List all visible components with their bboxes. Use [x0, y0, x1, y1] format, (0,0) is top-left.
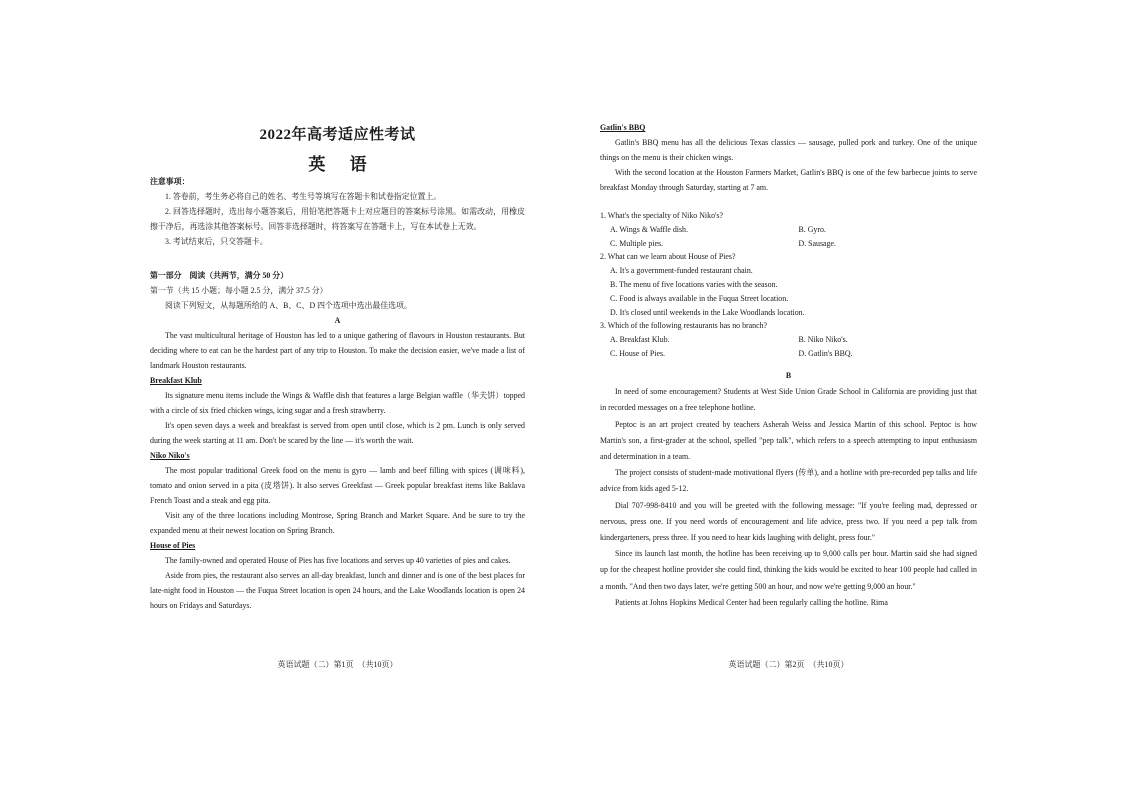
- paragraph: Visit any of the three locations including Montrose, Spring Branch and Market Square. And be sure to try the expanded menu at their newest location on Spring Branch.: [150, 511, 525, 535]
- paragraph: Aside from pies, the restaurant also serves an all-day breakfast, lunch and dinner and is one of the best places for late-night food in Houston — the Fuqua Street location is open 24 hours, and the Lake Woodlands location is open 24 hours on Fridays and Saturdays.: [150, 571, 525, 610]
- paragraph: The family-owned and operated House of Pies has five locations and serves up 40 varieties of pies and cakes.: [165, 556, 511, 565]
- notice-item: 2. 回答选择题时，选出每小题答案后，用铅笔把答题卡上对应题目的答案标号涂黑。如需改动，用橡皮擦干净后，再选涂其他答案标号。回答非选择题时，将答案写在答题卡上，写在本试卷上无效。: [150, 207, 525, 231]
- paragraph: Gatlin's BBQ menu has all the delicious Texas classics — sausage, pulled pork and turkey. One of the unique things on the menu is their chicken wings.: [600, 138, 977, 162]
- page-footer: 英语试题（二）第1页 （共10页）: [277, 660, 398, 669]
- option-b: B. Niko Niko's.: [798, 335, 848, 345]
- notice-item: 1. 答卷前，考生务必将自己的姓名、考生号等填写在答题卡和试卷指定位置上。: [165, 192, 442, 201]
- paragraph: Dial 707-998-8410 and you will be greeted with the following message: "If you're feeling mad, depressed or nervous, press one. If you need words of encouragement and life advice, press two. If you need a pep talk from kindergarteners, press three. If you need to hear kids laughing with delight, press four.": [600, 500, 977, 543]
- gatlin-section: [600, 120, 977, 195]
- reading-section: [150, 268, 525, 613]
- option-a: A. It's a government-funded restaurant chain.: [610, 266, 753, 276]
- intro-paragraph: The vast multicultural heritage of Houston has led to a unique gathering of flavours in Houston restaurants. But deciding where to eat can be the hardest part of any trip to Houston. To make the decision easier, we've made a list of landmark Houston restaurants.: [150, 331, 525, 370]
- paragraph: Patients at Johns Hopkins Medical Center had been regularly calling the hotline. Rima: [615, 597, 888, 607]
- option-c: C. House of Pies.: [610, 348, 666, 358]
- left-page: [150, 0, 525, 794]
- house-of-pies-heading: House of Pies: [150, 541, 196, 550]
- option-b: B. The menu of five locations varies with the season.: [610, 279, 778, 289]
- subject-title: 英 语: [308, 155, 377, 174]
- question-2: 2. What can we learn about House of Pies?: [600, 252, 736, 262]
- option-d: D. Sausage.: [798, 238, 836, 248]
- right-page: [600, 0, 977, 794]
- notice-section: [150, 174, 525, 249]
- option-b: B. Gyro.: [798, 224, 826, 234]
- paragraph: With the second location at the Houston Farmers Market, Gatlin's BBQ is one of the few barbecue joints to serve breakfast Monday through Saturday, starting at 7 am.: [600, 168, 977, 192]
- gatlins-bbq-heading: Gatlin's BBQ: [600, 123, 646, 132]
- option-d: D. Gatlin's BBQ.: [798, 348, 853, 358]
- passage-a-label: A: [334, 316, 341, 325]
- paragraph: It's open seven days a week and breakfast is served from open until close, which is 2 pm. Lunch is only served during the week starting at 11 am. Don't be scared by the line — it's worth the wait.: [150, 421, 525, 445]
- question-3-options: [600, 333, 977, 361]
- paragraph: Its signature menu items include the Wings & Waffle dish that features a large Belgian waffle（华夫饼）topped with a circle of six fried chicken wings, icing sugar and a fresh strawberry.: [150, 391, 525, 415]
- page-footer: 英语试题（二）第2页 （共10页）: [728, 660, 849, 669]
- option-c: C. Multiple pies.: [610, 238, 664, 248]
- notice-heading: 注意事项：: [150, 177, 190, 186]
- exam-title: 2022年高考适应性考试: [259, 127, 416, 143]
- option-a: A. Wings & Waffle dish.: [610, 224, 688, 234]
- option-d: D. It's closed until weekends in the Lake Woodlands location.: [610, 307, 805, 317]
- niko-niko-heading: Niko Niko's: [150, 451, 190, 460]
- section-heading: 第一节（共 15 小题；每小题 2.5 分，满分 37.5 分）: [150, 286, 328, 295]
- passage-b-label: B: [785, 371, 792, 380]
- question-1-options: [600, 223, 977, 251]
- option-a: A. Breakfast Klub.: [610, 335, 670, 345]
- breakfast-klub-heading: Breakfast Klub: [150, 376, 202, 385]
- paragraph: Peptoc is an art project created by teachers Asherah Weiss and Jessica Martin of this school. Peptoc is how Martin's son, a first-grader at the school, spelled "pep talk", which refers to a speech attempting to input enthusiasm and determination in a team.: [600, 419, 977, 462]
- notice-item: 3. 考试结束后，只交答题卡。: [165, 237, 268, 246]
- paragraph: In need of some encouragement? Students at West Side Union Grade School in California are providing just that in recorded messages on a free telephone hotline.: [600, 387, 977, 413]
- option-c: C. Food is always available in the Fuqua Street location.: [610, 293, 789, 303]
- part-heading: 第一部分 阅读（共两节，满分 50 分）: [150, 271, 289, 280]
- question-3: 3. Which of the following restaurants has no branch?: [600, 321, 768, 331]
- passage-b-section: [600, 368, 977, 611]
- instruction: 阅读下列短文，从每题所给的 A、B、C、D 四个选项中选出最佳选项。: [165, 301, 412, 310]
- paragraph: The most popular traditional Greek food on the menu is gyro — lamb and beef filling with spices (调味料), tomato and onion served in a pita (皮塔饼). It also serves Greekfast — Greek popular breakfast items like Baklava French Toast and a steak and egg pita.: [150, 466, 525, 505]
- questions-section: [600, 209, 977, 361]
- paragraph: Since its launch last month, the hotline has been receiving up to 9,000 calls per hour. Martin said she had signed up for the cheapest hotline provider she could find, thinking the kids would be excited to hear 100 people had called in a month. "And then two days later, we're getting 500 an hour, and now we're getting 9,000 an hour.": [600, 549, 977, 591]
- question-2-options: [600, 264, 977, 319]
- paragraph: The project consists of student-made motivational flyers (传单), and a hotline with pre-recorded pep talks and life advice from kids aged 5-12.: [600, 468, 977, 494]
- question-1: 1. What's the specialty of Niko Niko's?: [600, 211, 724, 220]
